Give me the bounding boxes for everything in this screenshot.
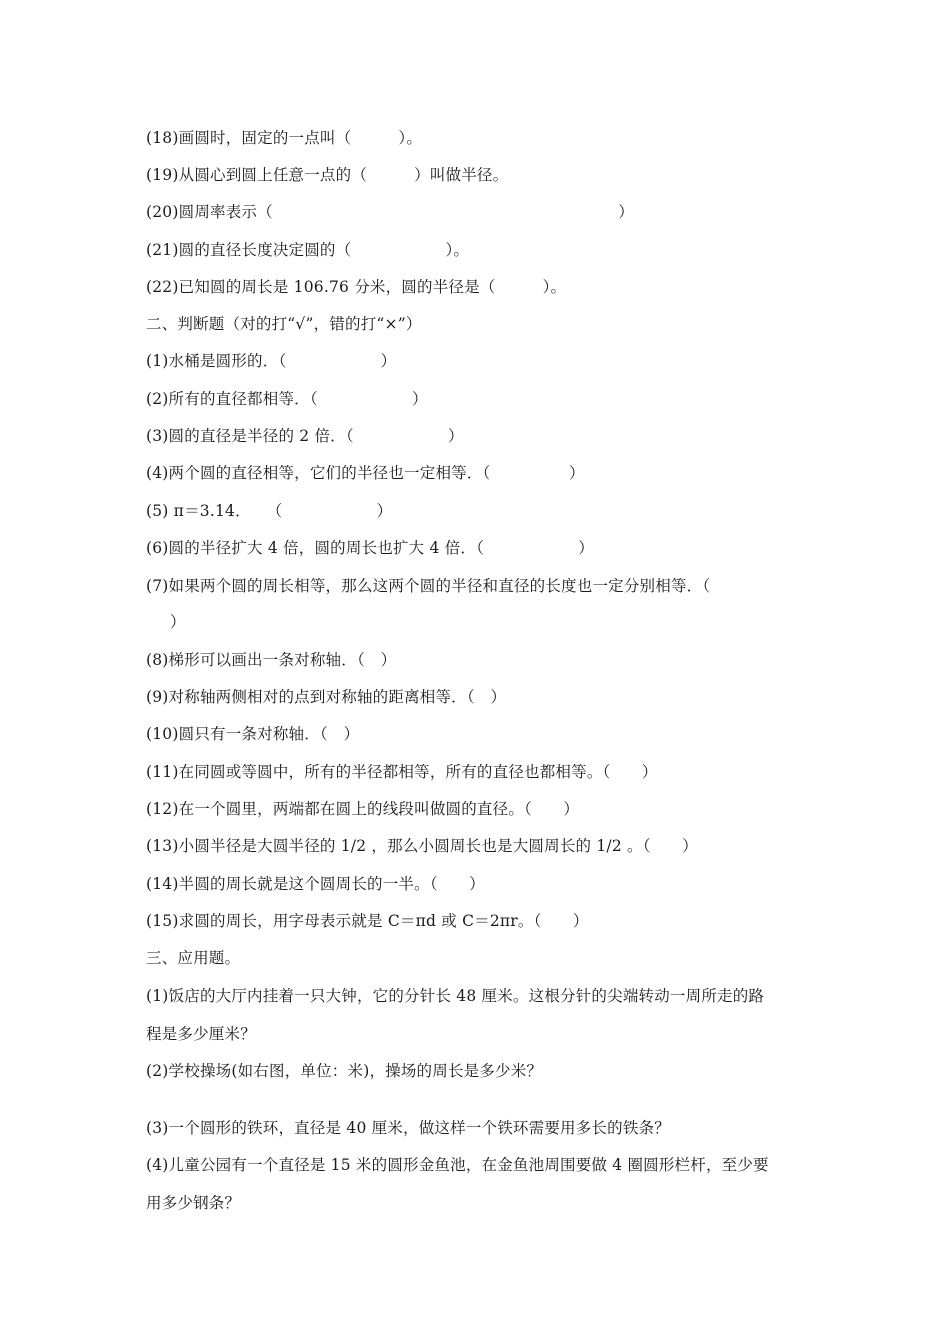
fill-item-19: (19)从圆心到圆上任意一点的（ ）叫做半径。 bbox=[146, 166, 509, 184]
app-item-2: (2)学校操场(如右图，单位：米)，操场的周长是多少米？ bbox=[146, 1062, 543, 1080]
judge-item-2: (2)所有的直径都相等．（ ） bbox=[146, 390, 428, 408]
app-item-1-continued: 程是多少厘米？ bbox=[146, 1025, 256, 1043]
judge-item-14: (14)半圆的周长就是这个圆周长的一半。（ ） bbox=[146, 875, 485, 893]
judge-item-7: (7)如果两个圆的周长相等，那么这两个圆的半径和直径的长度也一定分别相等．（ bbox=[146, 577, 711, 595]
judge-item-9: (9)对称轴两侧相对的点到对称轴的距离相等．（ ） bbox=[146, 688, 507, 706]
app-item-1: (1)饭店的大厅内挂着一只大钟，它的分针长 48 厘米。这根分针的尖端转动一周所走的路 bbox=[146, 987, 765, 1005]
judge-item-11: (11)在同圆或等圆中，所有的半径都相等，所有的直径也都相等。（ ） bbox=[146, 763, 658, 781]
app-item-3: (3)一个圆形的铁环，直径是 40 厘米，做这样一个铁环需要用多长的铁条？ bbox=[146, 1119, 670, 1137]
judge-item-12: (12)在一个圆里，两端都在圆上的线段叫做圆的直径。（ ） bbox=[146, 800, 580, 818]
judge-item-7-continued: ） bbox=[170, 613, 186, 631]
judge-item-10: (10)圆只有一条对称轴．（ ） bbox=[146, 725, 360, 743]
judge-item-13: (13)小圆半径是大圆半径的 1/2 ，那么小圆周长也是大圆周长的 1/2 。（ ） bbox=[146, 837, 698, 855]
fill-item-20: (20)圆周率表示（ ） bbox=[146, 203, 634, 221]
judge-item-15: (15)求圆的周长，用字母表示就是 C＝πd 或 C＝2πr。（ ） bbox=[146, 912, 589, 930]
fill-item-22: (22)已知圆的周长是 106.76 分米，圆的半径是（ ）。 bbox=[146, 278, 567, 296]
section-2-title: 二、判断题（对的打“√”，错的打“×”） bbox=[146, 315, 422, 333]
judge-item-5: (5) π＝3.14． （ ） bbox=[146, 502, 393, 520]
judge-item-6: (6)圆的半径扩大 4 倍，圆的周长也扩大 4 倍．（ ） bbox=[146, 539, 594, 557]
fill-item-18: (18)画圆时，固定的一点叫（ ）。 bbox=[146, 129, 423, 147]
app-item-4-continued: 用多少钢条？ bbox=[146, 1194, 241, 1212]
app-item-4: (4)儿童公园有一个直径是 15 米的圆形金鱼池，在金鱼池周围要做 4 圈圆形栏杆，至少要 bbox=[146, 1156, 769, 1174]
fill-item-21: (21)圆的直径长度决定圆的（ ）。 bbox=[146, 241, 470, 259]
section-3-title: 三、应用题。 bbox=[146, 949, 241, 967]
judge-item-3: (3)圆的直径是半径的 2 倍．（ ） bbox=[146, 427, 464, 445]
judge-item-1: (1)水桶是圆形的．（ ） bbox=[146, 352, 397, 370]
judge-item-4: (4)两个圆的直径相等，它们的半径也一定相等．（ ） bbox=[146, 464, 585, 482]
judge-item-8: (8)梯形可以画出一条对称轴．（ ） bbox=[146, 651, 397, 669]
